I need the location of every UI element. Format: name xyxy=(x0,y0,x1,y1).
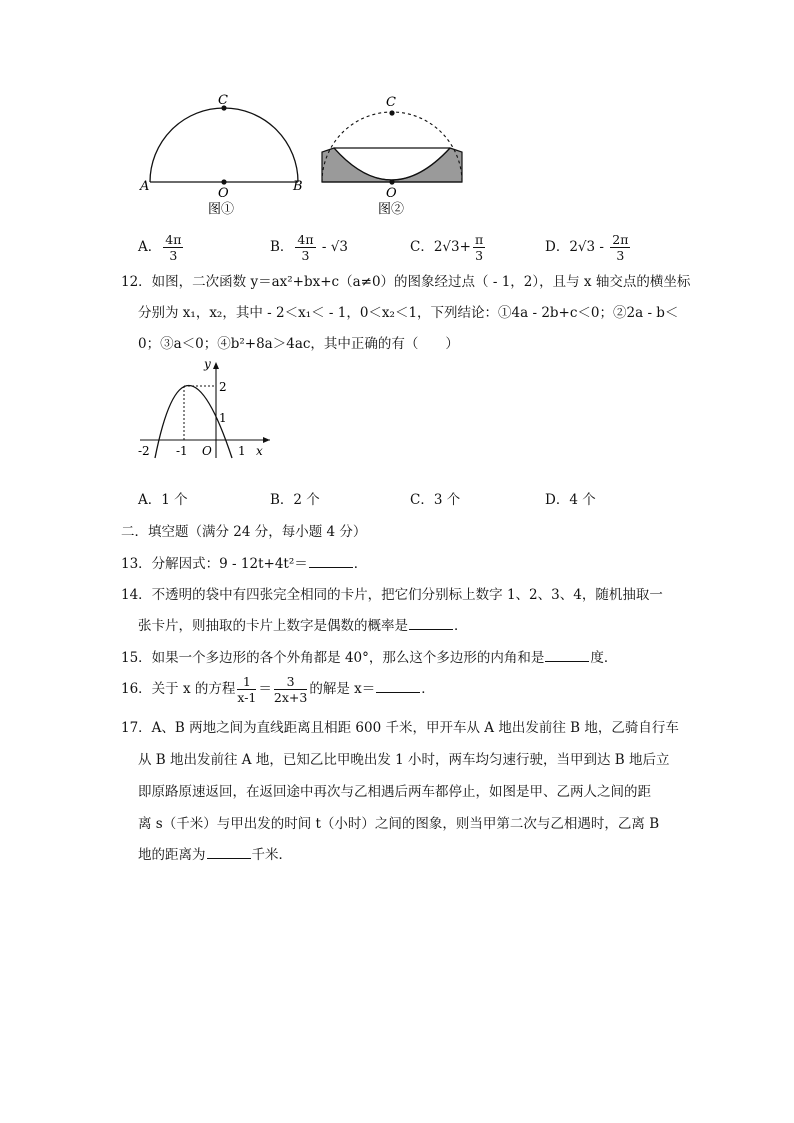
shaded-region xyxy=(322,148,462,182)
figure-1-semicircle xyxy=(138,92,308,217)
section-2-heading: 二．填空题（满分 24 分，每小题 4 分） xyxy=(121,524,367,540)
frac-num: π xyxy=(474,232,484,247)
q13-end: ． xyxy=(353,556,368,572)
q12-line-2: 分别为 x₁，x₂，其中 - 2＜x₁＜ - 1，0＜x₂＜1，下列结论：①4a - 2b+c＜0；②2a - b＜ xyxy=(138,305,679,321)
x-axis-arrow xyxy=(263,437,270,443)
figure-2-folded-semicircle xyxy=(316,92,476,217)
option-a-label: A． xyxy=(138,239,162,255)
label-b: B xyxy=(293,179,303,194)
frac-num: 4π xyxy=(165,232,182,247)
q14-line-1: 14．不透明的袋中有四张完全相同的卡片，把它们分别标上数字 1、2、3、4，随机抽取一 xyxy=(121,587,663,603)
q16 xyxy=(121,674,435,705)
q16-fraction-1 xyxy=(237,674,256,705)
q16-fraction-2 xyxy=(274,674,307,705)
q17-end: 千米． xyxy=(251,847,292,863)
q17-line-2: 从 B 地出发前往 A 地，已知乙比甲晚出发 1 小时，两车均匀速行驶，当甲到达 B 地后立 xyxy=(138,752,670,768)
q16-equals: ＝ xyxy=(258,681,272,697)
q17-line-3: 即原路原速返回，在返回途中再次与乙相遇后两车都停止，如图是甲、乙两人之间的距 xyxy=(138,784,651,800)
q14-line-2 xyxy=(138,614,468,634)
tick-neg2: -2 xyxy=(138,444,150,458)
frac-den: 3 xyxy=(169,248,178,263)
origin-label: O xyxy=(202,444,212,458)
q12-parabola-graph xyxy=(136,358,278,464)
figure-2-caption: 图② xyxy=(378,202,405,217)
q12-option-d[interactable]: D．4 个 xyxy=(545,492,596,508)
point-c-2 xyxy=(389,110,394,115)
x-label: x xyxy=(256,444,263,458)
option-b-label: B． xyxy=(270,239,294,255)
y-label: y xyxy=(204,358,211,371)
q13-text: 13．分解因式：9 - 12t+4t²＝ xyxy=(121,556,308,572)
frac-num: 1 xyxy=(237,674,256,690)
q15-answer-blank[interactable] xyxy=(545,649,589,662)
q12-line-3: 0；③a＜0；④b²+8a＞4ac，其中正确的有（ ） xyxy=(138,336,459,352)
label-o-2: O xyxy=(386,186,397,201)
option-b-tail: - √3 xyxy=(317,239,348,255)
frac-den: 3 xyxy=(616,248,625,263)
q14-answer-blank[interactable] xyxy=(409,617,453,630)
q17-answer-blank[interactable] xyxy=(207,846,251,859)
q17-line-1: 17．A、B 两地之间为直线距离且相距 600 千米，甲开车从 A 地出发前往 B 地，乙骑自行车 xyxy=(121,720,679,736)
q14-end: ． xyxy=(454,618,468,634)
q14-text: 张卡片，则抽取的卡片上数字是偶数的概率是 xyxy=(138,618,408,634)
q17-line-4: 离 s（千米）与甲出发的时间 t（小时）之间的图象，则当甲第二次与乙相遇时，乙离 B xyxy=(138,816,660,832)
label-a: A xyxy=(140,179,150,194)
q16-text-2: 的解是 x＝ xyxy=(309,681,376,697)
frac-den: 2x+3 xyxy=(273,690,308,705)
q11-option-a[interactable] xyxy=(138,232,185,263)
q16-text: 16．关于 x 的方程 xyxy=(121,681,236,697)
q12-option-c[interactable]: C．3 个 xyxy=(410,492,461,508)
option-c-label: C． xyxy=(410,239,434,255)
option-c-fraction xyxy=(473,232,485,263)
q13-answer-blank[interactable] xyxy=(309,555,353,568)
q12-option-a[interactable]: A．1 个 xyxy=(138,492,188,508)
q11-option-d[interactable] xyxy=(545,232,632,263)
q12-line-1: 12．如图，二次函数 y＝ax²+bx+c（a≠0）的图象经过点（ - 1，2），且与 x 轴交点的横坐标 xyxy=(121,274,691,290)
q11-option-c[interactable] xyxy=(410,232,487,263)
q17-text: 地的距离为 xyxy=(138,847,206,863)
semicircle-arc xyxy=(150,108,298,182)
option-b-fraction xyxy=(295,232,315,263)
tick-1: 1 xyxy=(219,411,227,425)
option-d-label: D． xyxy=(545,239,570,255)
frac-den: 3 xyxy=(301,248,310,263)
frac-num: 3 xyxy=(274,674,307,690)
q12-option-b[interactable]: B．2 个 xyxy=(270,492,320,508)
point-o xyxy=(221,179,226,184)
option-a-fraction xyxy=(163,232,183,263)
frac-den: 3 xyxy=(475,248,484,263)
tick-pos1: 1 xyxy=(238,444,246,458)
frac-num: 4π xyxy=(297,232,314,247)
option-d-pre: 2√3 - xyxy=(569,239,609,255)
q15 xyxy=(121,646,617,666)
q15-end: 度． xyxy=(590,650,618,666)
tick-neg1: -1 xyxy=(176,444,188,458)
option-d-fraction xyxy=(610,232,630,263)
y-axis-arrow xyxy=(213,362,219,369)
label-o: O xyxy=(218,186,229,201)
figure-1-caption: 图① xyxy=(208,202,235,217)
q13 xyxy=(121,552,367,572)
label-c-2: C xyxy=(386,95,396,110)
label-c: C xyxy=(218,93,228,108)
point-o-2 xyxy=(389,179,394,184)
q17-line-5 xyxy=(138,843,292,863)
frac-num: 2π xyxy=(612,232,629,247)
q15-text: 15．如果一个多边形的各个外角都是 40°，那么这个多边形的内角和是 xyxy=(121,650,545,666)
frac-den: x-1 xyxy=(237,690,257,705)
q11-option-b[interactable] xyxy=(270,232,348,263)
q16-answer-blank[interactable] xyxy=(376,680,420,693)
q16-end: ． xyxy=(421,681,435,697)
tick-2: 2 xyxy=(219,380,227,394)
option-c-pre: 2√3+ xyxy=(433,239,471,255)
